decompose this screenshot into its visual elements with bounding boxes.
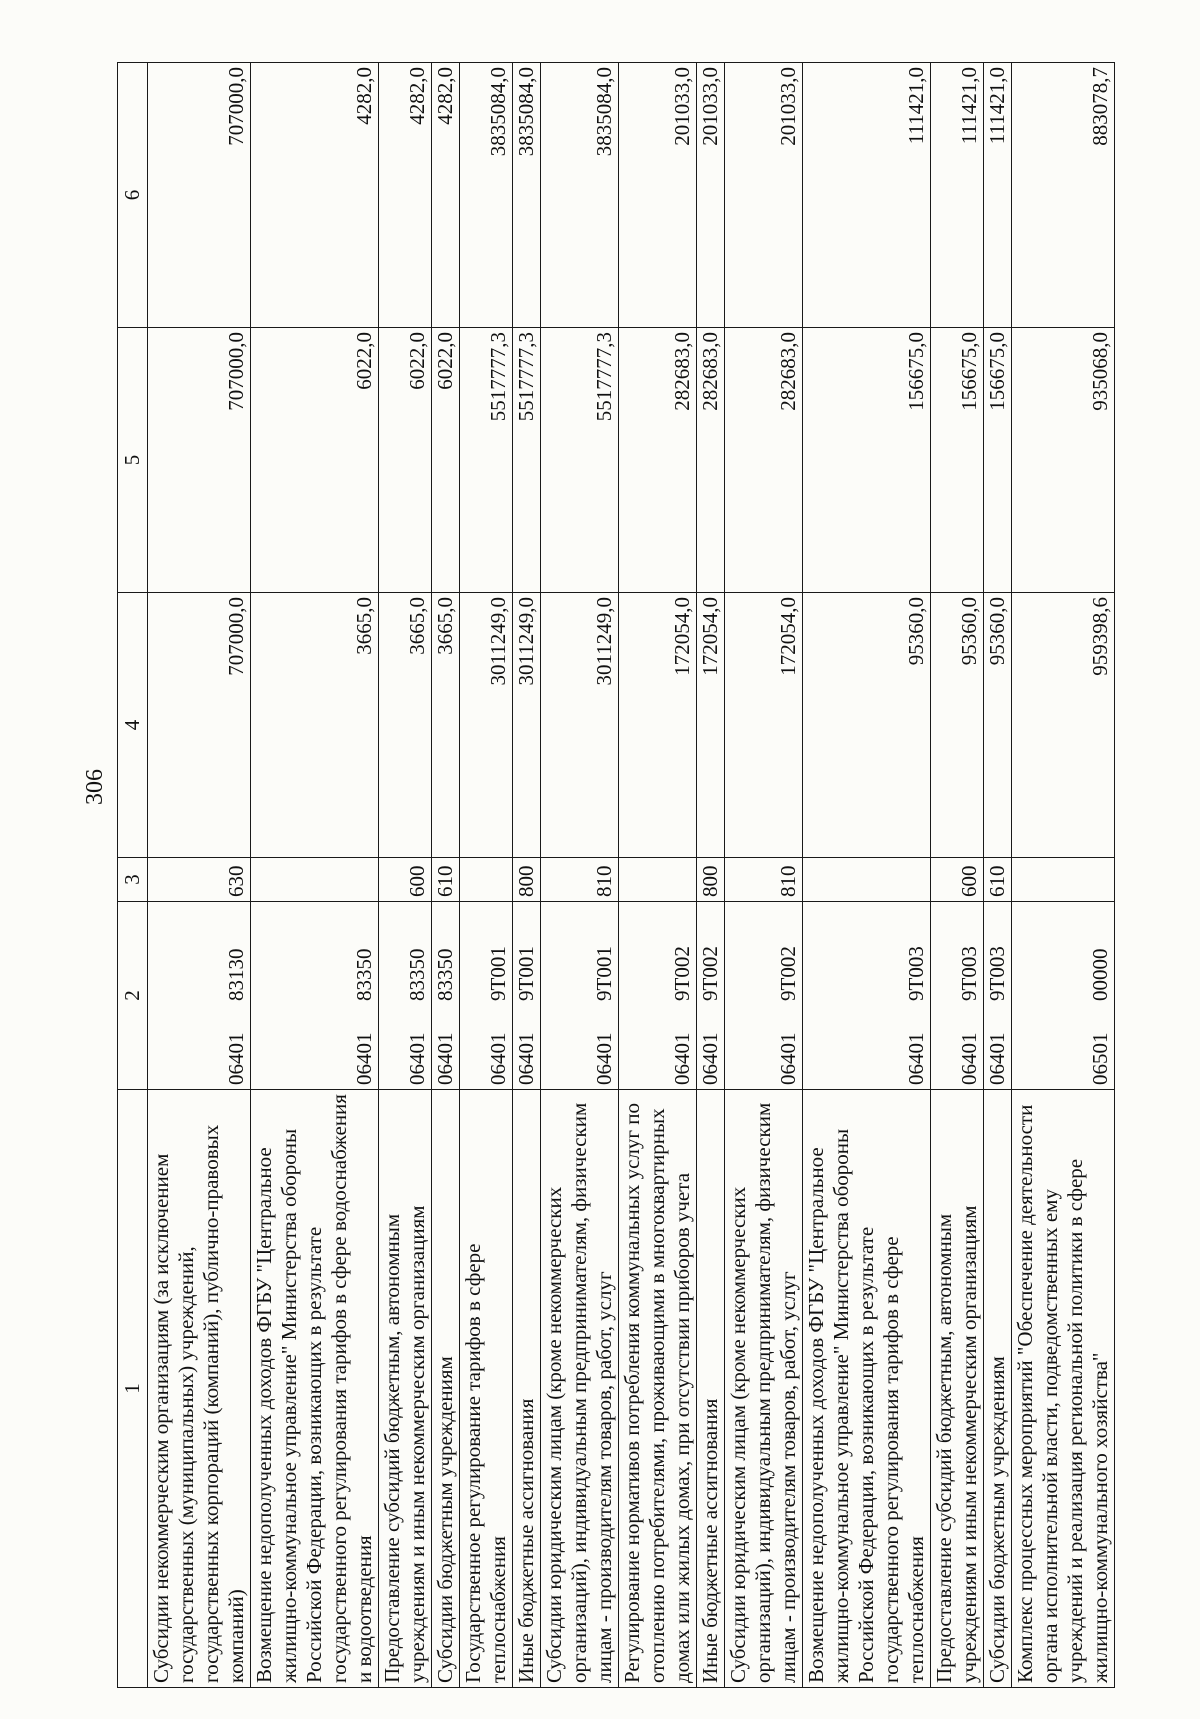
table-row <box>619 63 697 1688</box>
program-code: 06401 <box>904 1032 928 1085</box>
table-row <box>460 63 513 1688</box>
row-name: Возмещение недополученных доходов ФГБУ "Центральное жилищно-коммунальное управление" Министерства обороны Российской Федерации, возникающих в результате государственного регулирования тарифов в сфере теплоснабжения <box>803 1090 931 1688</box>
row-code <box>460 902 513 1090</box>
expense-type-code <box>1012 858 1115 902</box>
row-code <box>541 902 619 1090</box>
amount-col-5: 282683,0 <box>697 328 725 593</box>
expense-type-code <box>460 858 513 902</box>
expense-type-code: 610 <box>984 858 1012 902</box>
program-code: 06501 <box>1088 1032 1112 1085</box>
amount-col-4: 3665,0 <box>379 593 432 858</box>
amount-col-4: 172054,0 <box>619 593 697 858</box>
program-code: 06401 <box>670 1032 694 1085</box>
table-row <box>379 63 432 1688</box>
amount-col-6: 4282,0 <box>379 63 432 328</box>
program-code: 06401 <box>486 1032 510 1085</box>
header-col-5: 5 <box>118 328 148 593</box>
program-code: 06401 <box>698 1032 722 1085</box>
direction-code: 9Т001 <box>592 946 616 1001</box>
amount-col-6: 201033,0 <box>619 63 697 328</box>
table-row <box>513 63 541 1688</box>
row-name: Предоставление субсидий бюджетным, автономным учреждениям и иным некоммерческим организациям <box>379 1090 432 1688</box>
table-row <box>1012 63 1115 1688</box>
amount-col-5: 707000,0 <box>148 328 251 593</box>
expense-type-code: 600 <box>379 858 432 902</box>
amount-col-5: 935068,0 <box>1012 328 1115 593</box>
table-row <box>148 63 251 1688</box>
amount-col-6: 707000,0 <box>148 63 251 328</box>
table-header <box>118 63 148 1688</box>
direction-code: 9Т003 <box>957 946 981 1001</box>
program-code: 06401 <box>224 1032 248 1085</box>
direction-code: 83350 <box>433 948 457 1001</box>
expense-type-code <box>251 858 379 902</box>
amount-col-6: 111421,0 <box>803 63 931 328</box>
row-name: Субсидии бюджетным учреждениям <box>984 1090 1012 1688</box>
amount-col-4: 707000,0 <box>148 593 251 858</box>
amount-col-4: 95360,0 <box>931 593 984 858</box>
rotated-table-wrapper <box>117 63 1200 1688</box>
amount-col-6: 201033,0 <box>725 63 803 328</box>
direction-code: 83350 <box>352 948 376 1001</box>
row-code <box>251 902 379 1090</box>
amount-col-4: 95360,0 <box>984 593 1012 858</box>
direction-code: 9Т001 <box>486 946 510 1001</box>
table-row <box>697 63 725 1688</box>
expense-type-code <box>619 858 697 902</box>
program-code: 06401 <box>433 1032 457 1085</box>
expense-type-code: 630 <box>148 858 251 902</box>
table-row <box>541 63 619 1688</box>
direction-code: 9Т002 <box>776 946 800 1001</box>
header-col-2: 2 <box>118 902 148 1090</box>
amount-col-6: 111421,0 <box>984 63 1012 328</box>
header-col-6: 6 <box>118 63 148 328</box>
program-code: 06401 <box>514 1032 538 1085</box>
row-code <box>513 902 541 1090</box>
amount-col-4: 172054,0 <box>725 593 803 858</box>
expense-type-code: 610 <box>432 858 460 902</box>
expense-type-code: 810 <box>541 858 619 902</box>
direction-code: 9Т002 <box>670 946 694 1001</box>
expense-type-code <box>803 858 931 902</box>
expense-type-code: 800 <box>697 858 725 902</box>
amount-col-5: 6022,0 <box>432 328 460 593</box>
amount-col-5: 156675,0 <box>984 328 1012 593</box>
program-code: 06401 <box>405 1032 429 1085</box>
row-code <box>984 902 1012 1090</box>
amount-col-5: 6022,0 <box>379 328 432 593</box>
program-code: 06401 <box>776 1032 800 1085</box>
amount-col-4: 3665,0 <box>432 593 460 858</box>
row-name: Комплекс процессных мероприятий "Обеспечение деятельности органа исполнительной власти, подведомственных ему учреждений и реализация региональной политики в сфере жилищно-коммунального хозяйства" <box>1012 1090 1115 1688</box>
table-body <box>148 63 1115 1688</box>
row-name: Возмещение недополученных доходов ФГБУ "Центральное жилищно-коммунальное управление" Министерства обороны Российской Федерации, возникающих в результате государственного регулирования тарифов в сфере водоснабжения и водоотведения <box>251 1090 379 1688</box>
amount-col-6: 3835084,0 <box>460 63 513 328</box>
row-name: Субсидии юридическим лицам (кроме некоммерческих организаций), индивидуальным предпринимателям, физическим лицам - производителям товаров, работ, услуг <box>725 1090 803 1688</box>
table-row <box>984 63 1012 1688</box>
amount-col-6: 201033,0 <box>697 63 725 328</box>
program-code: 06401 <box>985 1032 1009 1085</box>
direction-code: 00000 <box>1088 948 1112 1001</box>
header-row <box>118 63 148 1688</box>
table-row <box>432 63 460 1688</box>
expense-type-code: 810 <box>725 858 803 902</box>
row-name: Иные бюджетные ассигнования <box>697 1090 725 1688</box>
amount-col-4: 172054,0 <box>697 593 725 858</box>
row-name: Предоставление субсидий бюджетным, автономным учреждениям и иным некоммерческим организациям <box>931 1090 984 1688</box>
amount-col-6: 3835084,0 <box>513 63 541 328</box>
amount-col-5: 282683,0 <box>619 328 697 593</box>
amount-col-5: 5517777,3 <box>541 328 619 593</box>
row-name: Государственное регулирование тарифов в сфере теплоснабжения <box>460 1090 513 1688</box>
amount-col-4: 3011249,0 <box>541 593 619 858</box>
table-row <box>725 63 803 1688</box>
direction-code: 9Т001 <box>514 946 538 1001</box>
amount-col-5: 282683,0 <box>725 328 803 593</box>
row-name: Иные бюджетные ассигнования <box>513 1090 541 1688</box>
amount-col-4: 3011249,0 <box>460 593 513 858</box>
amount-col-5: 156675,0 <box>803 328 931 593</box>
row-name: Субсидии бюджетным учреждениям <box>432 1090 460 1688</box>
program-code: 06401 <box>592 1032 616 1085</box>
row-code <box>432 902 460 1090</box>
amount-col-6: 4282,0 <box>251 63 379 328</box>
row-code <box>803 902 931 1090</box>
amount-col-4: 3665,0 <box>251 593 379 858</box>
row-code <box>619 902 697 1090</box>
row-name: Субсидии юридическим лицам (кроме некоммерческих организаций), индивидуальным предпринимателям, физическим лицам - производителям товаров, работ, услуг <box>541 1090 619 1688</box>
budget-table <box>117 62 1115 1688</box>
table-row <box>251 63 379 1688</box>
program-code: 06401 <box>957 1032 981 1085</box>
direction-code: 9Т003 <box>985 946 1009 1001</box>
row-code <box>725 902 803 1090</box>
amount-col-5: 5517777,3 <box>513 328 541 593</box>
amount-col-6: 883078,7 <box>1012 63 1115 328</box>
row-code <box>1012 902 1115 1090</box>
amount-col-6: 4282,0 <box>432 63 460 328</box>
direction-code: 83350 <box>405 948 429 1001</box>
row-name: Субсидии некоммерческим организациям (за исключением государственных (муниципальных) учреждений, государственных корпораций (компаний), публично-правовых компаний) <box>148 1090 251 1688</box>
row-code <box>697 902 725 1090</box>
amount-col-4: 3011249,0 <box>513 593 541 858</box>
amount-col-4: 95360,0 <box>803 593 931 858</box>
direction-code: 9Т002 <box>698 946 722 1001</box>
header-col-1: 1 <box>118 1090 148 1688</box>
row-code <box>931 902 984 1090</box>
header-col-4: 4 <box>118 593 148 858</box>
expense-type-code: 600 <box>931 858 984 902</box>
amount-col-6: 111421,0 <box>931 63 984 328</box>
direction-code: 9Т003 <box>904 946 928 1001</box>
row-name: Регулирование нормативов потребления коммунальных услуг по отоплению потребителями, проживающими в многоквартирных домах или жилых домах, при отсутствии приборов учета <box>619 1090 697 1688</box>
header-col-3: 3 <box>118 858 148 902</box>
amount-col-6: 3835084,0 <box>541 63 619 328</box>
table-row <box>931 63 984 1688</box>
row-code <box>379 902 432 1090</box>
row-code <box>148 902 251 1090</box>
amount-col-5: 156675,0 <box>931 328 984 593</box>
amount-col-5: 6022,0 <box>251 328 379 593</box>
program-code: 06401 <box>352 1032 376 1085</box>
amount-col-5: 5517777,3 <box>460 328 513 593</box>
amount-col-4: 959398,6 <box>1012 593 1115 858</box>
page-number: 306 <box>82 769 108 805</box>
table-row <box>803 63 931 1688</box>
direction-code: 83130 <box>224 948 248 1001</box>
expense-type-code: 800 <box>513 858 541 902</box>
